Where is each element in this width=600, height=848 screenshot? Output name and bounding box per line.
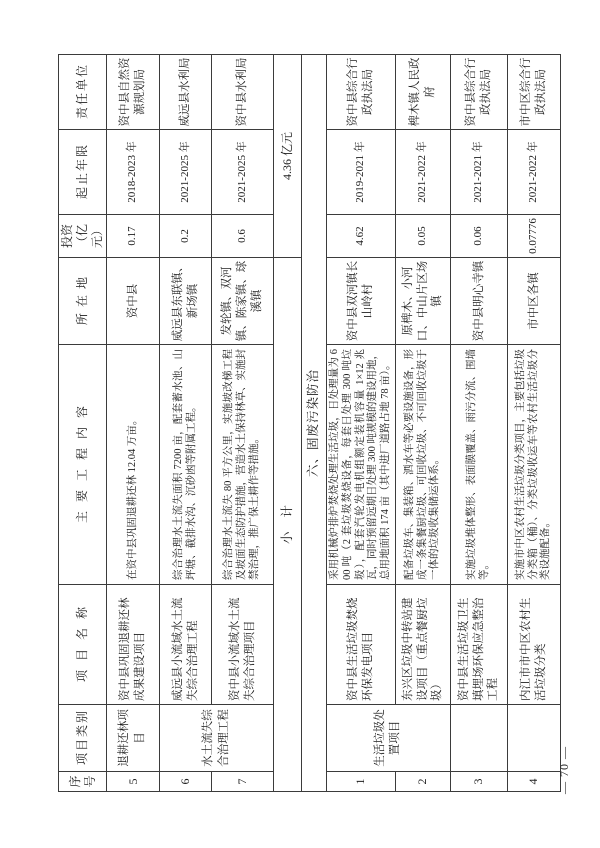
cell-location: 发轮镇、双河镇、陈家镇、球溪镇 [212, 258, 274, 345]
header-period: 起止年限 [59, 130, 107, 215]
subtotal-row [274, 55, 302, 792]
cell-category-empty [507, 705, 560, 772]
header-unit: 责任单位 [59, 55, 107, 130]
page-number: — 70 — [557, 746, 571, 794]
cell-period: 2021-2022 年 [395, 130, 450, 215]
table-row [212, 55, 274, 792]
table-row [327, 55, 396, 792]
cell-project-name: 威远县小流域水土流失综合治理工程 [160, 585, 212, 705]
header-investment: 投资（亿元） [59, 215, 107, 258]
cell-content: 实施市中区农村生活垃圾分类项目，主要包括垃圾分类箱（桶）、分类垃圾收运车等农村生活垃圾分类设施配备。 [507, 345, 560, 585]
cell-unit: 威远县水利局 [160, 55, 212, 130]
cell-no: 6 [160, 772, 212, 792]
cell-project-name: 资中县小流域水土流失综合治理项目 [212, 585, 274, 705]
cell-content: 在资中县巩固退耕还林 12.04 万亩。 [107, 345, 160, 585]
section-title: 六、固废污染防治 [302, 55, 327, 792]
cell-no: 2 [395, 772, 450, 792]
cell-investment: 0.07776 [507, 215, 560, 258]
project-plan-table [58, 54, 561, 792]
cell-investment: 0.2 [160, 215, 212, 258]
cell-investment: 0.17 [107, 215, 160, 258]
cell-period: 2021-2025 年 [212, 130, 274, 215]
cell-investment: 0.06 [450, 215, 507, 258]
cell-unit: 资中县综合行政执法局 [327, 55, 396, 130]
cell-project-name: 东兴区垃圾中转站建设项目（重点餐厨垃圾） [395, 585, 450, 705]
cell-unit: 资中县自然资源规划局 [107, 55, 160, 130]
subtotal-label: 小计 [274, 258, 302, 792]
cell-project-name: 资中县生活垃圾焚烧环保发电项目 [327, 585, 396, 705]
rotated-table-area [58, 55, 552, 792]
cell-no: 7 [212, 772, 274, 792]
cell-location: 原椑木、小河口、中山片区场镇 [395, 258, 450, 345]
cell-no: 1 [327, 772, 396, 792]
cell-location: 市中区各镇 [507, 258, 560, 345]
cell-content: 综合治理水土流失面积 7200 亩，配套蓄水池、山坪塘、截排水沟、沉砂凼等附属工程。 [160, 345, 212, 585]
cell-content: 采用机械炉排炉焚烧处理生活垃圾，日处理量为 600 吨（2 套垃圾焚烧设备，每套日处理 300 吨垃圾），配套汽轮发电机组额定装机容量 1×12 兆瓦，同时预留远期日处理 300 吨规模的建设用地，总用地面积 174 亩（其中进厂道路占地 78 亩）。 [327, 345, 396, 585]
cell-period: 2021-2021 年 [450, 130, 507, 215]
cell-category-merged: 生活垃圾处置项目 [327, 705, 451, 772]
table-row [507, 55, 560, 792]
cell-unit: 市中区综合行政执法局 [507, 55, 560, 130]
cell-investment: 0.6 [212, 215, 274, 258]
cell-no: 5 [107, 772, 160, 792]
cell-project-name: 资中县生活垃圾卫生填埋场环保应急整治工程 [450, 585, 507, 705]
cell-category: 退耕还林项目 [107, 705, 160, 772]
section-row [302, 55, 327, 792]
header-category: 项目类别 [59, 705, 107, 772]
cell-location: 资中县明心寺镇 [450, 258, 507, 345]
cell-period: 2019-2021 年 [327, 130, 396, 215]
cell-no: 3 [450, 772, 507, 792]
table-row [395, 55, 450, 792]
cell-investment: 4.62 [327, 215, 396, 258]
header-name: 项目名称 [59, 585, 107, 705]
table-header-row [59, 55, 107, 792]
table-row [160, 55, 212, 792]
cell-unit: 椑木镇人民政府 [395, 55, 450, 130]
cell-location: 资中县 [107, 258, 160, 345]
header-content: 主要工程内容 [59, 345, 107, 585]
cell-no: 4 [507, 772, 560, 792]
cell-location: 威远县东联镇、新场镇 [160, 258, 212, 345]
cell-category-merged: 水土流失综合治理工程 [160, 705, 274, 772]
cell-content: 实施垃圾堆体整形、表面膜覆盖、雨污分流、围墙等。 [450, 345, 507, 585]
header-no: 序号 [59, 772, 107, 792]
cell-unit: 资中县综合行政执法局 [450, 55, 507, 130]
subtotal-value: 4.36 亿元 [274, 55, 302, 258]
cell-unit: 资中县水利局 [212, 55, 274, 130]
cell-location: 资中县双河镇长山岭村 [327, 258, 396, 345]
cell-project-name: 内江市市中区农村生活垃圾分类 [507, 585, 560, 705]
cell-period: 2018-2023 年 [107, 130, 160, 215]
cell-investment: 0.05 [395, 215, 450, 258]
cell-project-name: 资中县巩固退耕还林成果建设项目 [107, 585, 160, 705]
table-row [450, 55, 507, 792]
cell-content: 综合治理水土流失 80 平方公里，实施坡改梯工程及坡面生态防护措施，营造水土保持林草、实施封禁治理，推广保土耕作等措施。 [212, 345, 274, 585]
cell-content: 配备垃圾车、集装箱、洒水车等必要设施设备，形成一条集餐厨垃圾、可回收垃圾、不可回收垃圾于一体的垃圾收集储运体系。 [395, 345, 450, 585]
cell-period: 2021-2022 年 [507, 130, 560, 215]
table-row [107, 55, 160, 792]
cell-period: 2021-2025 年 [160, 130, 212, 215]
header-location: 所在地 [59, 258, 107, 345]
cell-category-empty [450, 705, 507, 772]
